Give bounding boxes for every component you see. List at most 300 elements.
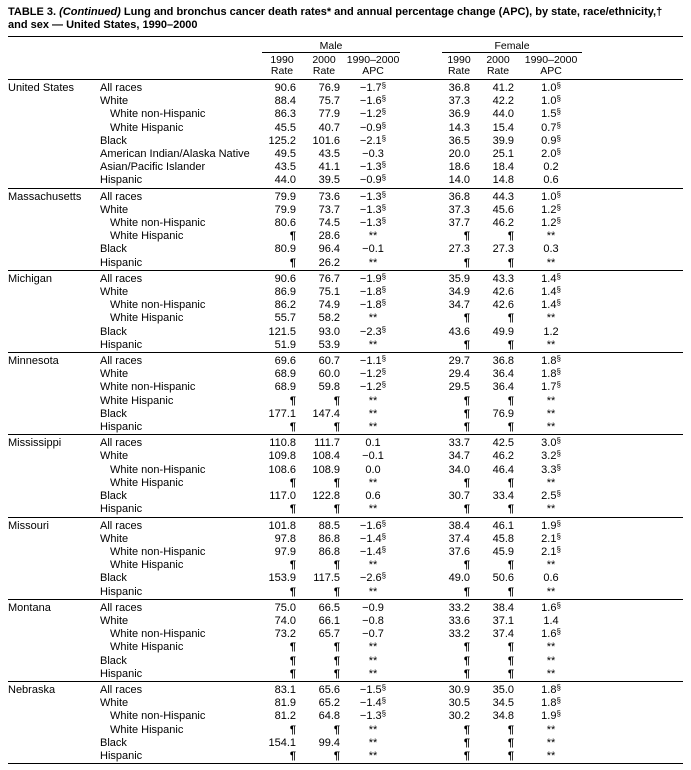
- value-cell: 86.8: [318, 545, 340, 558]
- value-cell: 39.9: [492, 134, 515, 147]
- table-row: [8, 421, 683, 435]
- value-cell: **: [546, 312, 556, 325]
- state-header-space: [8, 37, 100, 53]
- value-cell: 75.7: [318, 95, 340, 108]
- value-cell: 59.8: [318, 381, 340, 394]
- no-data-symbol: ¶: [507, 338, 515, 351]
- significance-marker: §: [556, 271, 561, 281]
- significance-marker: §: [381, 324, 387, 334]
- value-cell: 80.6: [274, 217, 296, 230]
- trailing-space: [582, 368, 683, 381]
- value-cell: 46.2: [492, 217, 515, 230]
- value-cell: 73.2: [274, 628, 296, 641]
- value-cell: 36.8: [448, 82, 471, 94]
- race-ethnicity-cell: All races: [100, 353, 262, 369]
- race-ethnicity-cell: White Hispanic: [110, 723, 184, 736]
- table-row: [8, 230, 683, 243]
- value-cell: 1.8§: [520, 353, 582, 369]
- value-cell: 35.9: [442, 270, 476, 286]
- value-cell: **: [368, 749, 378, 762]
- column-gap: [400, 724, 442, 737]
- race-ethnicity-cell: White: [100, 368, 129, 381]
- value-cell: 1.2: [543, 325, 559, 338]
- value-cell: **: [368, 421, 378, 434]
- race-ethnicity-cell: White: [100, 697, 129, 710]
- no-data-symbol: ¶: [289, 503, 296, 516]
- state-cell: [8, 710, 100, 723]
- value-cell: 83.1: [262, 681, 302, 697]
- state-cell: [8, 257, 100, 271]
- value-cell: 0.7§: [541, 120, 561, 134]
- column-gap: [400, 174, 442, 188]
- significance-marker: §: [556, 489, 561, 499]
- value-cell: 1.9§: [520, 517, 582, 533]
- trailing-space: [582, 188, 683, 204]
- value-cell: [442, 395, 476, 408]
- significance-marker: §: [556, 298, 561, 308]
- column-gap: [400, 312, 442, 325]
- column-gap-header: [400, 37, 442, 53]
- trailing-space: [582, 408, 683, 421]
- col-header-line: 2000: [486, 54, 510, 66]
- value-cell: −1.3§: [359, 160, 387, 174]
- trailing-space: [582, 339, 683, 353]
- no-data-symbol: ¶: [463, 559, 471, 572]
- state-cell: Massachusetts: [8, 188, 100, 204]
- value-cell: **: [368, 407, 378, 420]
- value-cell: 86.8: [318, 532, 340, 545]
- value-cell: 33.2: [448, 628, 471, 641]
- column-gap: [400, 95, 442, 108]
- race-ethnicity-cell: White: [100, 203, 129, 216]
- column-group-row: [8, 37, 683, 53]
- state-cell: [8, 628, 100, 641]
- male-apc-header: [346, 53, 400, 80]
- value-cell: **: [368, 559, 378, 572]
- value-cell: 14.0: [448, 174, 471, 187]
- no-data-symbol: ¶: [333, 667, 340, 680]
- no-data-symbol: ¶: [507, 641, 515, 654]
- significance-marker: §: [556, 449, 561, 459]
- state-cell: [8, 299, 100, 312]
- value-cell: **: [368, 736, 378, 749]
- significance-marker: §: [381, 571, 387, 581]
- no-data-symbol: ¶: [289, 654, 296, 667]
- value-cell: −1.3§: [359, 216, 387, 230]
- value-cell: **: [546, 338, 556, 351]
- significance-marker: §: [381, 107, 387, 117]
- state-cell: [8, 161, 100, 174]
- value-cell: −2.3§: [359, 324, 387, 338]
- value-cell: 51.9: [274, 338, 296, 351]
- significance-marker: §: [381, 94, 387, 104]
- data-table: [8, 37, 683, 764]
- value-cell: 46.1: [476, 517, 520, 533]
- table-row: [8, 641, 683, 654]
- no-data-symbol: ¶: [463, 256, 471, 269]
- column-gap: [400, 188, 442, 204]
- female-apc-header: [520, 53, 582, 80]
- value-cell: 30.9: [442, 681, 476, 697]
- column-gap: [400, 243, 442, 256]
- value-cell: 0.0: [365, 463, 381, 476]
- value-cell: [262, 395, 302, 408]
- value-cell: 125.2: [268, 134, 296, 147]
- no-data-symbol: ¶: [289, 585, 296, 598]
- value-cell: [262, 724, 302, 737]
- column-gap: [400, 615, 442, 628]
- table-row: [8, 95, 683, 108]
- no-data-symbol: ¶: [333, 394, 340, 407]
- trailing-space: [582, 230, 683, 243]
- table-row: [8, 450, 683, 463]
- race-ethnicity-cell: Black: [100, 736, 127, 749]
- value-cell: [476, 503, 520, 517]
- column-gap: [400, 204, 442, 217]
- value-cell: −1.4§: [359, 544, 387, 558]
- table-row: [8, 408, 683, 421]
- state-cell: [8, 408, 100, 421]
- column-gap: [400, 628, 442, 641]
- value-cell: 39.5: [318, 174, 340, 187]
- value-cell: 43.3: [476, 270, 520, 286]
- value-cell: [442, 421, 476, 435]
- value-cell: 42.5: [476, 435, 520, 451]
- value-cell: 2.1§: [541, 531, 561, 545]
- value-cell: 66.1: [318, 614, 340, 627]
- value-cell: 42.6: [492, 286, 515, 299]
- value-cell: −0.3: [362, 148, 384, 161]
- no-data-symbol: ¶: [507, 394, 515, 407]
- value-cell: [302, 477, 346, 490]
- value-cell: [442, 408, 476, 421]
- no-data-symbol: ¶: [289, 256, 296, 269]
- value-cell: 1.8§: [541, 696, 561, 710]
- significance-marker: §: [381, 133, 387, 143]
- trailing-space: [582, 381, 683, 394]
- state-header-space: [8, 53, 100, 80]
- no-data-symbol: ¶: [507, 723, 515, 736]
- value-cell: 2.0§: [541, 147, 561, 161]
- value-cell: 46.4: [492, 463, 515, 476]
- value-cell: 46.2: [492, 450, 515, 463]
- value-cell: **: [546, 407, 556, 420]
- significance-marker: §: [381, 354, 387, 364]
- trailing-space: [582, 655, 683, 668]
- value-cell: [302, 750, 346, 764]
- value-cell: **: [368, 723, 378, 736]
- value-cell: −1.6§: [359, 94, 387, 108]
- race-ethnicity-cell: White Hispanic: [110, 230, 184, 243]
- race-ethnicity-cell: All races: [100, 435, 262, 451]
- value-cell: [302, 586, 346, 600]
- value-cell: 75.0: [262, 599, 302, 615]
- race-ethnicity-cell: White Hispanic: [100, 394, 174, 407]
- trailing-space: [582, 435, 683, 451]
- trailing-space: [582, 697, 683, 710]
- trailing-space: [582, 421, 683, 435]
- trailing-space: [582, 477, 683, 490]
- no-data-symbol: ¶: [463, 338, 471, 351]
- trailing-space: [582, 299, 683, 312]
- value-cell: [476, 586, 520, 600]
- column-gap: [400, 546, 442, 559]
- no-data-symbol: ¶: [507, 312, 515, 325]
- trailing-space: [582, 586, 683, 600]
- value-cell: 37.7: [448, 217, 471, 230]
- value-cell: [442, 586, 476, 600]
- value-cell: 0.6: [365, 490, 381, 503]
- significance-marker: §: [556, 81, 561, 90]
- table-row: [8, 381, 683, 394]
- value-cell: 37.6: [448, 545, 471, 558]
- value-cell: 34.7: [448, 299, 471, 312]
- race-ethnicity-cell: White Hispanic: [110, 312, 184, 325]
- table-row: [8, 477, 683, 490]
- no-data-symbol: ¶: [289, 723, 296, 736]
- column-gap: [400, 368, 442, 381]
- no-data-symbol: ¶: [507, 654, 515, 667]
- column-gap: [400, 421, 442, 435]
- state-cell: [8, 368, 100, 381]
- significance-marker: §: [381, 544, 387, 554]
- value-cell: **: [368, 394, 378, 407]
- value-cell: [262, 641, 302, 654]
- state-cell: [8, 108, 100, 121]
- table-row: [8, 750, 683, 764]
- col-header-line: APC: [362, 65, 384, 77]
- value-cell: 1.6§: [520, 599, 582, 615]
- value-cell: −1.3§: [359, 709, 387, 723]
- race-ethnicity-cell: Hispanic: [100, 585, 143, 598]
- column-gap: [400, 710, 442, 723]
- value-cell: [442, 477, 476, 490]
- race-ethnicity-cell: White: [100, 532, 129, 545]
- race-ethnicity-cell: Black: [100, 654, 127, 667]
- col-header-line: 1990: [447, 54, 471, 66]
- trailing-space: [582, 312, 683, 325]
- column-gap: [400, 381, 442, 394]
- col-header-line: Rate: [486, 65, 510, 77]
- value-cell: 18.6: [448, 161, 471, 174]
- significance-marker: §: [556, 147, 561, 157]
- value-cell: **: [368, 256, 378, 269]
- value-cell: 1.9§: [541, 709, 561, 723]
- trailing-space: [582, 395, 683, 408]
- state-cell: [8, 217, 100, 230]
- value-cell: 45.6: [492, 203, 515, 216]
- table-row: [8, 353, 683, 369]
- trailing-space: [582, 628, 683, 641]
- column-gap: [400, 586, 442, 600]
- column-gap: [400, 559, 442, 572]
- value-cell: 1.4: [543, 614, 559, 627]
- race-ethnicity-cell: Hispanic: [100, 667, 143, 680]
- value-cell: 2.5§: [541, 489, 561, 503]
- no-data-symbol: ¶: [463, 394, 471, 407]
- value-cell: 101.6: [312, 134, 340, 147]
- value-cell: −1.2§: [359, 367, 387, 381]
- trailing-space: [582, 148, 683, 161]
- trailing-space: [582, 80, 683, 96]
- value-cell: [302, 724, 346, 737]
- value-cell: 35.0: [476, 681, 520, 697]
- value-cell: 1.5§: [541, 107, 561, 121]
- value-cell: **: [368, 667, 378, 680]
- value-cell: 79.9: [274, 203, 296, 216]
- value-cell: [262, 257, 302, 271]
- column-gap: [400, 503, 442, 517]
- trailing-space: [582, 122, 683, 135]
- value-cell: 29.5: [448, 381, 471, 394]
- value-cell: [476, 339, 520, 353]
- value-cell: 1.0§: [541, 94, 561, 108]
- race-ethnicity-cell: White: [100, 95, 129, 108]
- value-cell: 108.6: [268, 463, 296, 476]
- race-ethnicity-cell: All races: [100, 681, 262, 697]
- significance-marker: §: [556, 94, 561, 104]
- value-cell: 2.1§: [541, 544, 561, 558]
- value-cell: **: [546, 585, 556, 598]
- state-cell: [8, 395, 100, 408]
- significance-marker: §: [556, 133, 561, 143]
- value-cell: 36.4: [492, 381, 515, 394]
- trailing-space: [582, 546, 683, 559]
- significance-marker: §: [556, 682, 561, 692]
- value-cell: **: [368, 476, 378, 489]
- value-cell: 68.9: [274, 381, 296, 394]
- value-cell: −1.4§: [359, 696, 387, 710]
- state-cell: [8, 655, 100, 668]
- significance-marker: §: [556, 216, 561, 226]
- state-cell: [8, 135, 100, 148]
- value-cell: 101.8: [262, 517, 302, 533]
- no-data-symbol: ¶: [507, 736, 515, 749]
- table-row: [8, 368, 683, 381]
- value-cell: [476, 655, 520, 668]
- significance-marker: §: [556, 531, 561, 541]
- value-cell: 28.6: [318, 230, 340, 243]
- no-data-symbol: ¶: [289, 749, 296, 762]
- value-cell: 36.4: [492, 368, 515, 381]
- race-ethnicity-cell: Hispanic: [100, 338, 143, 351]
- value-cell: 43.5: [318, 148, 340, 161]
- no-data-symbol: ¶: [463, 585, 471, 598]
- value-cell: 58.2: [318, 312, 340, 325]
- table-row: [8, 435, 683, 451]
- significance-marker: §: [556, 107, 561, 117]
- value-cell: 79.9: [262, 188, 302, 204]
- value-cell: 49.9: [492, 325, 515, 338]
- trailing-space: [582, 533, 683, 546]
- table-title: [8, 6, 683, 37]
- significance-marker: §: [556, 462, 561, 472]
- no-data-symbol: ¶: [333, 749, 340, 762]
- value-cell: 88.4: [274, 95, 296, 108]
- value-cell: −0.7: [362, 628, 384, 641]
- value-cell: **: [546, 654, 556, 667]
- value-cell: 65.7: [318, 628, 340, 641]
- value-cell: 74.9: [318, 299, 340, 312]
- value-cell: 109.8: [268, 450, 296, 463]
- value-cell: 110.8: [262, 435, 302, 451]
- value-cell: 33.4: [492, 490, 515, 503]
- race-ethnicity-cell: Black: [100, 134, 127, 147]
- value-cell: 25.1: [492, 148, 515, 161]
- column-gap: [400, 108, 442, 121]
- value-cell: 0.9§: [541, 133, 561, 147]
- value-cell: [442, 339, 476, 353]
- value-cell: 49.0: [448, 572, 471, 585]
- trailing-space: [582, 135, 683, 148]
- no-data-symbol: ¶: [463, 736, 471, 749]
- value-cell: −0.9: [346, 599, 400, 615]
- state-cell: [8, 230, 100, 243]
- value-cell: 41.2: [492, 82, 515, 94]
- value-cell: −0.1: [362, 450, 384, 463]
- column-gap: [400, 599, 442, 615]
- trailing-space: [582, 204, 683, 217]
- value-cell: −0.1: [362, 243, 384, 256]
- state-cell: [8, 243, 100, 256]
- no-data-symbol: ¶: [507, 667, 515, 680]
- value-cell: 44.0: [492, 108, 515, 121]
- column-gap: [400, 655, 442, 668]
- value-cell: 41.1: [318, 161, 340, 174]
- table-row: [8, 257, 683, 271]
- column-gap: [400, 435, 442, 451]
- value-cell: **: [546, 503, 556, 516]
- race-ethnicity-cell: White: [100, 286, 129, 299]
- state-cell: [8, 533, 100, 546]
- value-cell: 43.6: [448, 325, 471, 338]
- value-cell: 66.5: [302, 599, 346, 615]
- no-data-symbol: ¶: [333, 654, 340, 667]
- column-gap: [400, 80, 442, 96]
- column-gap: [400, 299, 442, 312]
- value-cell: 108.9: [312, 463, 340, 476]
- value-cell: −2.1§: [359, 133, 387, 147]
- no-data-symbol: ¶: [289, 394, 296, 407]
- race-ethnicity-cell: Hispanic: [100, 503, 143, 516]
- value-cell: 111.7: [302, 435, 346, 451]
- value-cell: [476, 395, 520, 408]
- value-cell: 42.2: [492, 95, 515, 108]
- trailing-space-header: [582, 53, 683, 80]
- value-cell: [442, 724, 476, 737]
- no-data-symbol: ¶: [289, 641, 296, 654]
- column-gap: [400, 161, 442, 174]
- no-data-symbol: ¶: [289, 559, 296, 572]
- value-cell: [262, 230, 302, 243]
- trailing-space: [582, 681, 683, 697]
- no-data-symbol: ¶: [463, 723, 471, 736]
- col-header-line: Rate: [447, 65, 471, 77]
- race-ethnicity-cell: White non-Hispanic: [110, 545, 206, 558]
- value-cell: **: [546, 256, 556, 269]
- trailing-space: [582, 108, 683, 121]
- significance-marker: §: [381, 216, 387, 226]
- state-cell: [8, 464, 100, 477]
- value-cell: 44.3: [476, 188, 520, 204]
- column-gap: [400, 737, 442, 750]
- table-row: [8, 697, 683, 710]
- no-data-symbol: ¶: [289, 230, 296, 243]
- race-ethnicity-cell: White: [100, 450, 129, 463]
- significance-marker: §: [556, 544, 561, 554]
- column-gap: [400, 464, 442, 477]
- male-column-group: Male: [262, 37, 400, 53]
